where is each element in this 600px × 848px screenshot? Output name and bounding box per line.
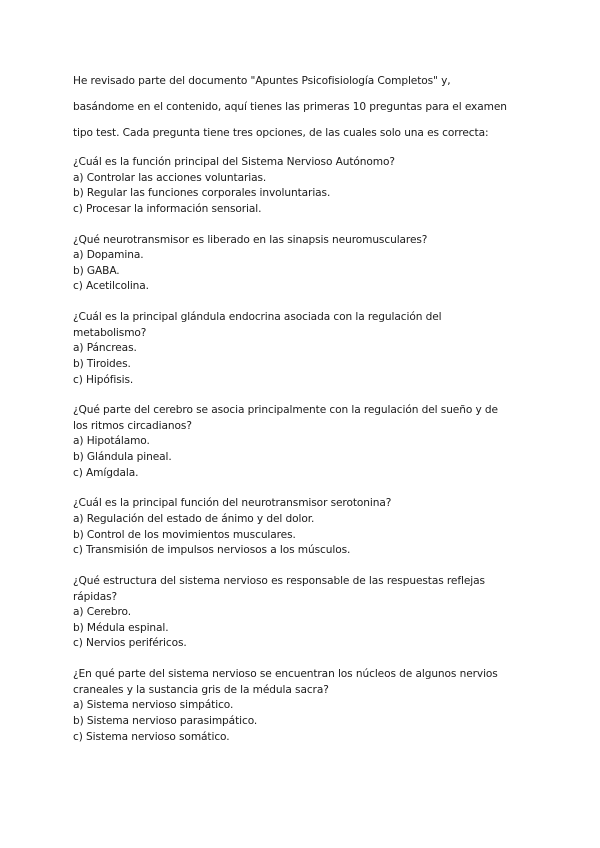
option-c: c) Hipófisis. [73, 373, 134, 386]
question-text: ¿Cuál es la función principal del Sistema Nervioso Autónomo? [73, 156, 395, 168]
option-b: b) Regular las funciones corporales involuntarias. [73, 187, 331, 200]
option-a: a) Controlar las acciones voluntarias. [73, 171, 267, 184]
question-7 [73, 667, 543, 745]
question-text: ¿Qué parte del cerebro se asocia principalmente con la regulación del sueño y de [73, 404, 498, 417]
question-text: ¿Qué estructura del sistema nervioso es responsable de las respuestas reflejas [73, 575, 485, 587]
intro-paragraph [73, 68, 543, 146]
option-a: a) Regulación del estado de ánimo y del dolor. [73, 513, 315, 526]
intro-line: tipo test. Cada pregunta tiene tres opciones, de las cuales solo una es correcta: [73, 127, 489, 139]
option-c: c) Amígdala. [73, 466, 139, 479]
option-c: c) Acetilcolina. [73, 280, 149, 293]
option-b: b) Tiroides. [73, 357, 131, 370]
option-a: a) Cerebro. [73, 606, 131, 619]
option-c: c) Sistema nervioso somático. [73, 730, 230, 743]
question-2 [73, 233, 543, 295]
option-b: b) Sistema nervioso parasimpático. [73, 714, 258, 727]
question-text: rápidas? [73, 590, 118, 603]
question-5 [73, 496, 543, 558]
option-b: b) Control de los movimientos musculares. [73, 528, 296, 541]
question-text: ¿En qué parte del sistema nervioso se encuentran los núcleos de algunos nervios [73, 668, 498, 681]
question-1 [73, 155, 543, 217]
intro-line: basándome en el contenido, aquí tienes las primeras 10 preguntas para el examen [73, 101, 507, 113]
question-6 [73, 574, 543, 652]
option-c: c) Transmisión de impulsos nerviosos a los músculos. [73, 544, 351, 557]
intro-line: He revisado parte del documento "Apuntes Psicofisiología Completos" y, [73, 75, 451, 87]
question-4 [73, 403, 543, 481]
option-a: a) Dopamina. [73, 249, 144, 262]
question-text: metabolismo? [73, 326, 147, 339]
option-b: b) GABA. [73, 264, 120, 277]
option-a: a) Hipotálamo. [73, 435, 150, 448]
question-text: ¿Qué neurotransmisor es liberado en las sinapsis neuromusculares? [73, 233, 428, 246]
question-text: ¿Cuál es la principal glándula endocrina asociada con la regulación del [73, 311, 442, 324]
option-c: c) Nervios periféricos. [73, 637, 187, 650]
option-b: b) Médula espinal. [73, 621, 169, 634]
option-b: b) Glándula pineal. [73, 451, 172, 464]
question-text: craneales y la sustancia gris de la médula sacra? [73, 683, 329, 696]
option-a: a) Páncreas. [73, 342, 137, 355]
question-3 [73, 310, 543, 388]
option-a: a) Sistema nervioso simpático. [73, 699, 234, 712]
question-text: ¿Cuál es la principal función del neurotransmisor serotonina? [73, 497, 392, 510]
question-list [73, 155, 543, 760]
option-c: c) Procesar la información sensorial. [73, 202, 262, 215]
question-text: los ritmos circadianos? [73, 419, 192, 432]
